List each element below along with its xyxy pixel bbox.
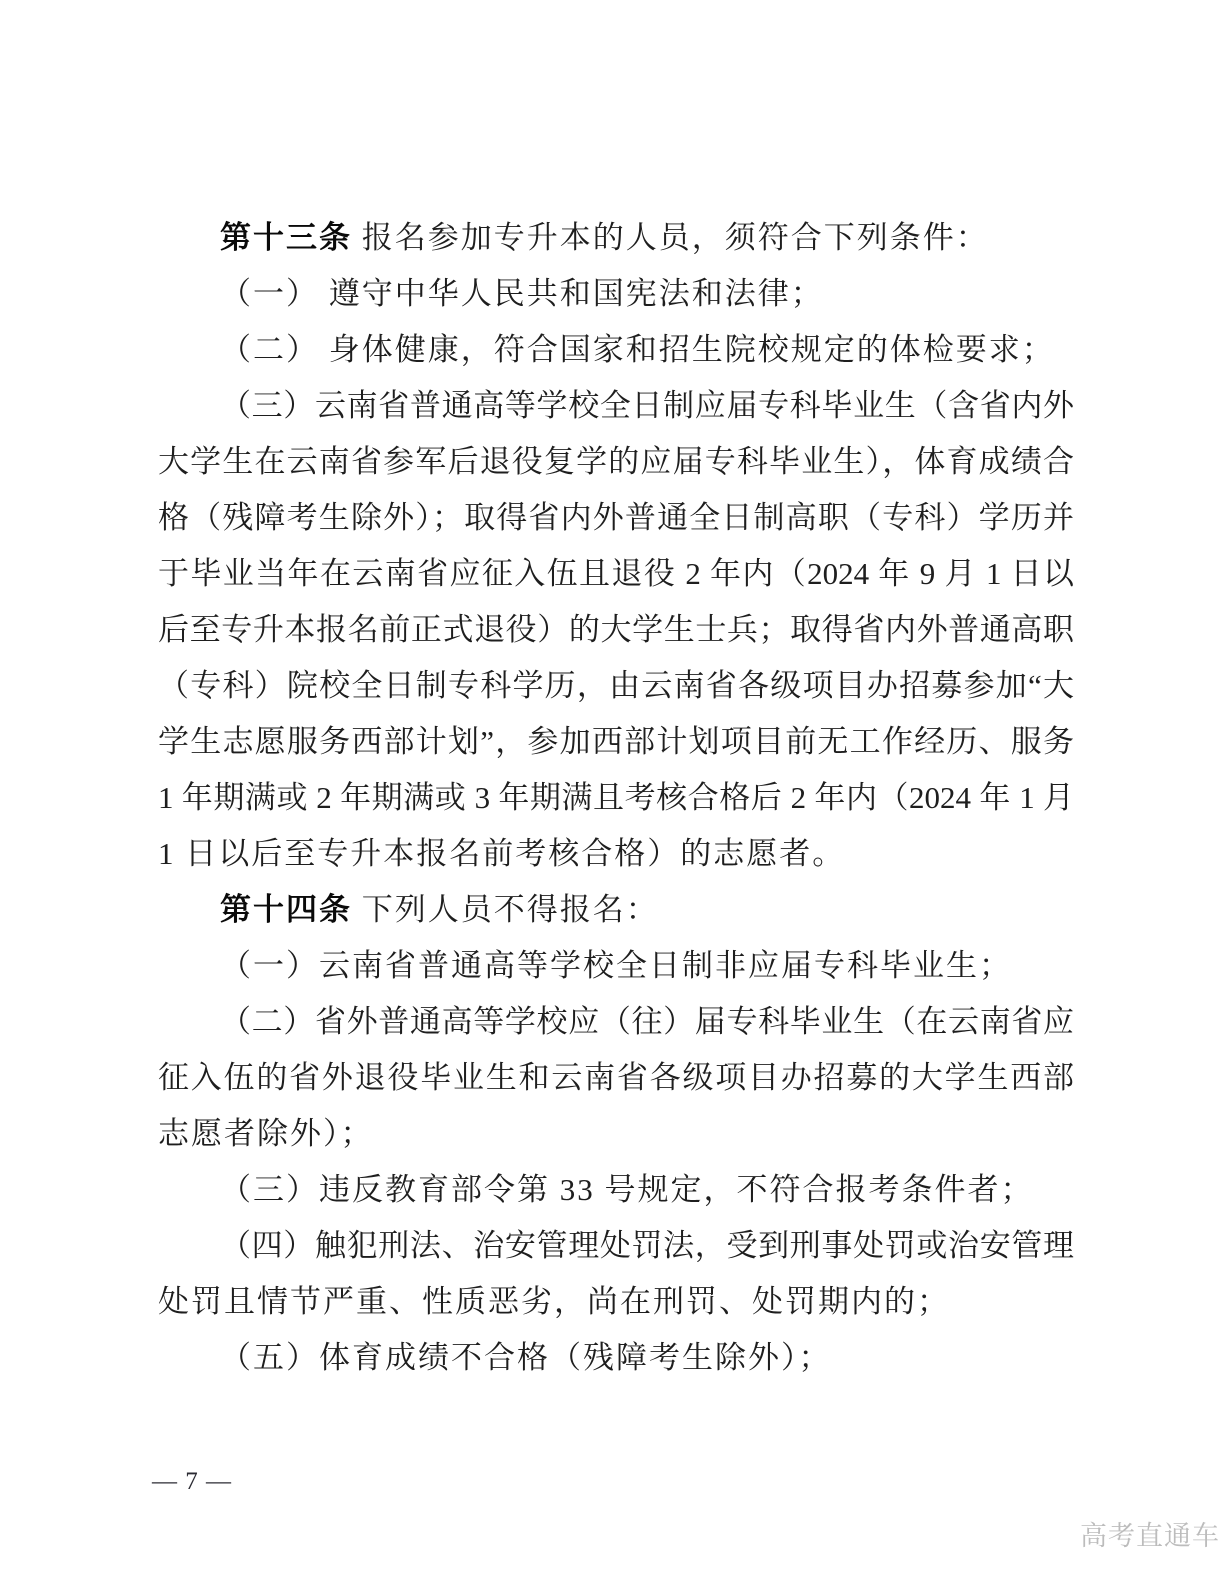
text-line: 志愿者除外）； (158, 1116, 374, 1151)
article-number-heading: 第十三条 (220, 220, 352, 255)
document-body (158, 210, 1074, 1386)
text-line: 第十三条 报名参加专升本的人员，须符合下列条件： (220, 220, 989, 255)
text-line: 1 年期满或 2 年期满或 3 年期满且考核合格后 2 年内（2024 年 1 月 (158, 780, 1074, 815)
text-line: （一）云南省普通高等学校全日制非应届专科毕业生； (220, 948, 1012, 983)
text-line: 1 日以后至专升本报名前考核合格）的志愿者。 (158, 836, 846, 871)
text-line: 处罚且情节严重、性质恶劣，尚在刑罚、处罚期内的； (158, 1284, 950, 1319)
text-line: 后至专升本报名前正式退役）的大学生士兵；取得省内外普通高职 (158, 612, 1074, 647)
text-line: （二） 身体健康，符合国家和招生院校规定的体检要求； (220, 332, 1055, 367)
text-line: （一） 遵守中华人民共和国宪法和法律； (220, 276, 824, 311)
text-line: （二）省外普通高等学校应（往）届专科毕业生（在云南省应 (220, 1004, 1074, 1039)
text-line: （三）违反教育部令第 33 号规定，不符合报考条件者； (220, 1172, 1034, 1207)
watermark: 高考直通车 (1080, 1521, 1220, 1551)
text-line: 第十四条 下列人员不得报名： (220, 892, 659, 927)
article-number-heading: 第十四条 (220, 892, 352, 927)
text-line: （五）体育成绩不合格（残障考生除外）； (220, 1340, 832, 1375)
text-line: 于毕业当年在云南省应征入伍且退役 2 年内（2024 年 9 月 1 日以 (158, 556, 1074, 591)
text-line: 大学生在云南省参军后退役复学的应届专科毕业生），体育成绩合 (158, 444, 1074, 479)
text-line: 征入伍的省外退役毕业生和云南省各级项目办招募的大学生西部 (158, 1060, 1074, 1095)
text-line: （四）触犯刑法、治安管理处罚法，受到刑事处罚或治安管理 (220, 1228, 1074, 1263)
text-line: 学生志愿服务西部计划”，参加西部计划项目前无工作经历、服务 (158, 724, 1074, 759)
text-line: 格（残障考生除外）；取得省内外普通全日制高职（专科）学历并 (158, 500, 1074, 535)
text-line: （专科）院校全日制专科学历，由云南省各级项目办招募参加“大 (158, 668, 1074, 703)
page-number: — 7 — (152, 1468, 232, 1495)
text-line: （三）云南省普通高等学校全日制应届专科毕业生（含省内外 (220, 388, 1074, 423)
